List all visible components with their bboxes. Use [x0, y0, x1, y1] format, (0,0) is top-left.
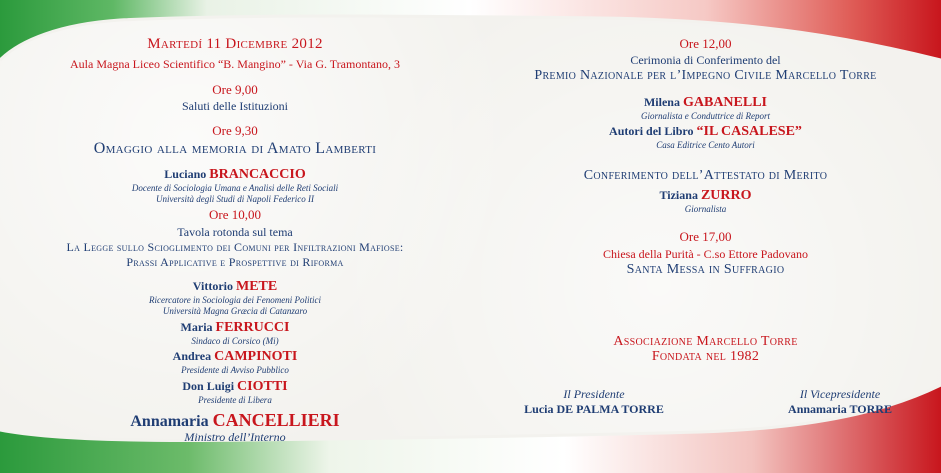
speaker-gabanelli: Milena GABANELLI [643, 95, 768, 110]
association-name: Associazione Marcello Torre [613, 334, 798, 349]
tribute-title: Omaggio alla memoria di Amato Lamberti [93, 140, 377, 157]
role-brancaccio-2: Università degli Studi di Napoli Federico II [156, 194, 314, 204]
role-ciotti: Presidente di Libera [198, 395, 272, 405]
award-title: Premio Nazionale per l’Impegno Civile Marcello Torre [534, 68, 877, 83]
time-9-30: Ore 9,30 [212, 123, 258, 138]
role-gabanelli: Giornalista e Conduttrice di Report [641, 111, 770, 121]
event-date: Martedí 11 Dicembre 2012 [147, 36, 323, 52]
president-signature: Il Presidente Lucia DE PALMA TORRE [524, 387, 664, 416]
round-table: Tavola rotonda sul tema [177, 225, 293, 239]
time-12-00: Ore 12,00 [679, 36, 732, 51]
speaker-mete: Vittorio METE [192, 279, 278, 294]
role-ferrucci: Sindaco di Corsico (Mi) [191, 336, 279, 346]
church: Chiesa della Purità - C.so Ettore Padovano [603, 247, 808, 261]
vicepresident-signature: Il Vicepresidente Annamaria TORRE [788, 387, 892, 416]
role-mete-2: Università Magna Græcia di Catanzaro [162, 306, 308, 316]
theme-line-1: La Legge sullo Scioglimento dei Comuni per Infiltrazioni Mafiose: [66, 240, 404, 254]
role-campinoti: Presidente di Avviso Pubblico [181, 365, 289, 375]
role-mete-1: Ricercatore in Sociologia dei Fenomeni Politici [148, 295, 322, 305]
greetings: Saluti delle Istituzioni [182, 99, 288, 113]
theme-line-2: Prassi Applicative e Prospettive di Riforma [126, 255, 344, 269]
venue: Aula Magna Liceo Scientifico “B. Mangino” - Via G. Tramontano, 3 [70, 57, 400, 71]
speaker-brancaccio: Luciano BRANCACCIO [164, 167, 306, 182]
role-brancaccio-1: Docente di Sociologia Umana e Analisi delle Reti Sociali [131, 183, 339, 193]
time-17-00: Ore 17,00 [679, 229, 732, 244]
role-authors: Casa Editrice Cento Autori [656, 140, 755, 150]
ceremony: Cerimonia di Conferimento del [630, 53, 781, 67]
time-10-00: Ore 10,00 [209, 207, 261, 222]
merit-title: Conferimento dell’Attestato di Merito [583, 168, 828, 183]
speaker-campinoti: Andrea CAMPINOTI [172, 349, 298, 364]
speaker-ciotti: Don Luigi CIOTTI [182, 379, 288, 394]
role-cancellieri: Ministro dell’Interno [184, 430, 286, 444]
speaker-zurro: Tiziana ZURRO [659, 188, 752, 203]
book-authors: Autori del Libro “IL CASALESE” [609, 124, 802, 139]
association-founded: Fondata nel 1982 [651, 349, 760, 364]
speaker-ferrucci: Maria FERRUCCI [180, 320, 290, 335]
speaker-cancellieri: Annamaria CANCELLIERI [130, 410, 340, 430]
role-zurro: Giornalista [684, 204, 727, 214]
time-9-00: Ore 9,00 [212, 82, 258, 97]
mass-title: Santa Messa in Suffragio [626, 262, 785, 277]
